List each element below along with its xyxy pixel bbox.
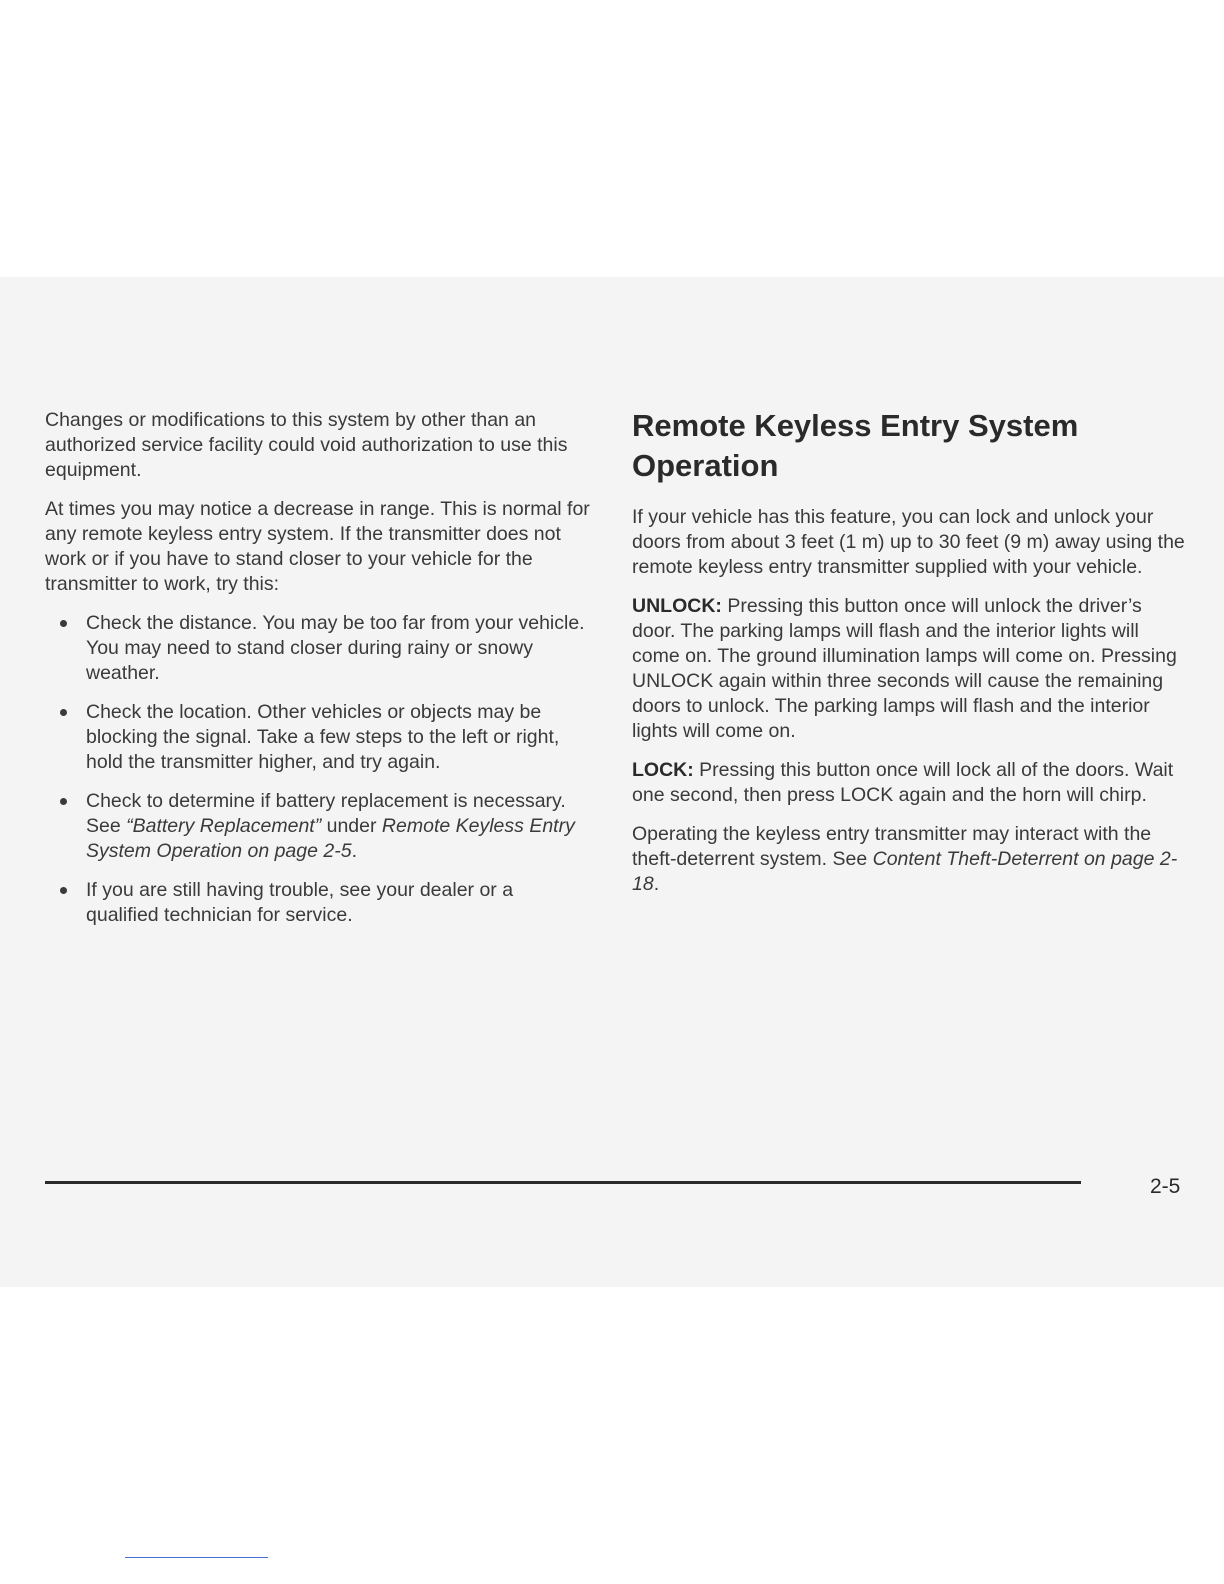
- rke-operation-page-ref[interactable]: Remote Keyless Entry System Operation on page 2-5: [86, 815, 575, 862]
- feature-intro-paragraph: If your vehicle has this feature, you can lock and unlock your doors from about 3 feet (1 m) up to 30 feet (9 m) away using the remote keyless entry transmitter supplied with your vehicle.: [632, 506, 1185, 578]
- bullet-icon: [60, 798, 67, 805]
- range-paragraph: At times you may notice a decrease in range. This is normal for any remote keyless entry system. If the transmitter does not work or if you have to stand closer to your vehicle for the transmitter to work, try this:: [45, 498, 590, 595]
- list-item-text: Check the location. Other vehicles or objects may be blocking the signal. Take a few steps to the left or right, hold the transmitter higher, and try again.: [86, 701, 560, 773]
- intro-paragraph: Changes or modifications to this system by other than an authorized service facility could void authorization to use this equipment.: [45, 409, 568, 481]
- left-column: [45, 408, 590, 942]
- battery-replacement-ref[interactable]: “Battery Replacement”: [126, 815, 322, 837]
- list-item: [45, 611, 590, 686]
- unlock-description: Pressing this button once will unlock the driver’s door. The parking lamps will flash and the interior lights will come on. The ground illumination lamps will come on. Pressing UNLOCK again within three seconds will cause the remaining doors to unlock. The parking lamps will flash and the interior lights will come on.: [632, 595, 1177, 742]
- list-item: [45, 789, 590, 864]
- list-item-text: .: [351, 840, 357, 862]
- footer-divider: [45, 1181, 1081, 1184]
- section-heading: Remote Keyless Entry System Operation: [632, 408, 1079, 483]
- lock-paragraph: [632, 758, 1187, 808]
- troubleshooting-list: [45, 611, 590, 928]
- lock-description: Pressing this button once will lock all of the doors. Wait one second, then press LOCK again and the horn will chirp.: [632, 759, 1174, 806]
- bullet-icon: [60, 709, 67, 716]
- theft-deterrent-paragraph: [632, 822, 1187, 897]
- list-item-text: Check the distance. You may be too far from your vehicle. You may need to stand closer during rainy or snowy weather.: [86, 612, 585, 684]
- lock-label: LOCK:: [632, 759, 694, 781]
- content-theft-deterrent-ref[interactable]: Content Theft-Deterrent on page 2-18: [632, 848, 1178, 895]
- bullet-icon: [60, 620, 67, 627]
- list-item: [45, 878, 590, 928]
- right-column: [632, 406, 1187, 911]
- unlock-paragraph: [632, 594, 1187, 744]
- list-item-text: Check to determine if battery replacement is necessary. See: [86, 790, 566, 837]
- list-item: [45, 700, 590, 775]
- page-number: 2-5: [1150, 1175, 1181, 1198]
- theft-deterrent-suffix: .: [653, 873, 660, 895]
- decorative-line: [125, 1557, 268, 1558]
- unlock-label: UNLOCK:: [632, 595, 722, 617]
- theft-deterrent-text: Operating the keyless entry transmitter may interact with the theft-deterrent system. See: [632, 823, 1152, 870]
- list-item-text: If you are still having trouble, see your dealer or a qualified technician for service.: [86, 879, 514, 926]
- bullet-icon: [60, 887, 67, 894]
- list-item-text: under: [321, 815, 382, 837]
